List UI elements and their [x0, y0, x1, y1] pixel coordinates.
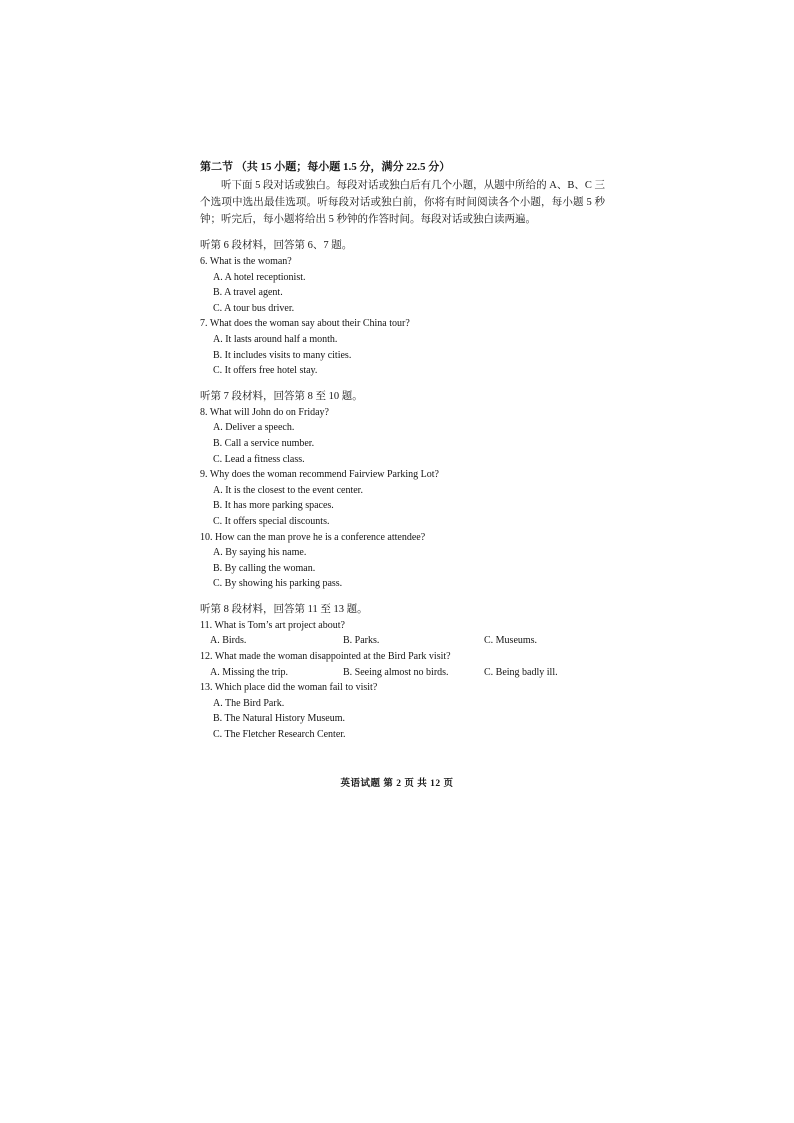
- q9-option-a: A. It is the closest to the event center.: [213, 484, 363, 496]
- exam-content: [200, 160, 605, 743]
- q12-options: [210, 665, 605, 681]
- section-heading: 第二节 （共 15 小题；每小题 1.5 分，满分 22.5 分）: [200, 161, 451, 173]
- q12-option-b: B. Seeing almost no birds.: [343, 666, 449, 678]
- question-12: 12. What made the woman disappointed at the Bird Park visit?: [200, 651, 451, 663]
- q7-option-c: C. It offers free hotel stay.: [213, 365, 318, 377]
- question-11: 11. What is Tom’s art project about?: [200, 619, 345, 631]
- listening-group-8: [200, 602, 605, 743]
- question-8: 8. What will John do on Friday?: [200, 406, 329, 418]
- q11-option-a: A. Birds.: [210, 635, 247, 647]
- question-9: 9. Why does the woman recommend Fairview Parking Lot?: [200, 469, 439, 481]
- listening-group-6: [200, 238, 605, 379]
- q9-option-c: C. It offers special discounts.: [213, 515, 330, 527]
- question-13: 13. Which place did the woman fail to visit?: [200, 682, 378, 694]
- section-instructions: 听下面 5 段对话或独白。每段对话或独白后有几个小题，从题中所给的 A、B、C 三个选项中选出最佳选项。听每段对话或独白前，你将有时间阅读各个小题，每小题 5 秒钟；听完后，每小题将给出 5 秒钟的作答时间。每段对话或独白读两遍。: [200, 180, 605, 225]
- question-6: 6. What is the woman?: [200, 256, 292, 267]
- q8-option-c: C. Lead a fitness class.: [213, 453, 305, 465]
- q13-option-a: A. The Bird Park.: [213, 697, 285, 709]
- question-10: 10. How can the man prove he is a conference attendee?: [200, 531, 426, 543]
- q10-option-b: B. By calling the woman.: [213, 562, 316, 574]
- q6-option-c: C. A tour bus driver.: [213, 302, 295, 314]
- q9-option-b: B. It has more parking spaces.: [213, 500, 334, 512]
- q7-option-b: B. It includes visits to many cities.: [213, 349, 352, 361]
- q6-option-b: B. A travel agent.: [213, 287, 283, 299]
- q11-options: [210, 633, 605, 649]
- q10-option-c: C. By showing his parking pass.: [213, 578, 343, 590]
- q7-option-a: A. It lasts around half a month.: [213, 333, 338, 345]
- q13-option-c: C. The Fletcher Research Center.: [213, 729, 346, 741]
- q8-option-a: A. Deliver a speech.: [213, 422, 295, 434]
- group-title: 听第 6 段材料，回答第 6、7 题。: [200, 240, 353, 251]
- q12-option-c: C. Being badly ill.: [484, 666, 558, 678]
- group-title: 听第 7 段材料，回答第 8 至 10 题。: [200, 390, 363, 402]
- q10-option-a: A. By saying his name.: [213, 547, 307, 559]
- listening-group-7: [200, 389, 605, 592]
- page-footer: 英语试题 第 2 页 共 12 页: [340, 779, 454, 789]
- q13-option-b: B. The Natural History Museum.: [213, 713, 346, 725]
- q11-option-b: B. Parks.: [343, 635, 380, 647]
- group-title: 听第 8 段材料，回答第 11 至 13 题。: [200, 603, 368, 615]
- q11-option-c: C. Museums.: [484, 635, 538, 647]
- question-7: 7. What does the woman say about their China tour?: [200, 318, 410, 330]
- q12-option-a: A. Missing the trip.: [210, 666, 289, 678]
- q6-option-a: A. A hotel receptionist.: [213, 271, 306, 283]
- q8-option-b: B. Call a service number.: [213, 437, 315, 449]
